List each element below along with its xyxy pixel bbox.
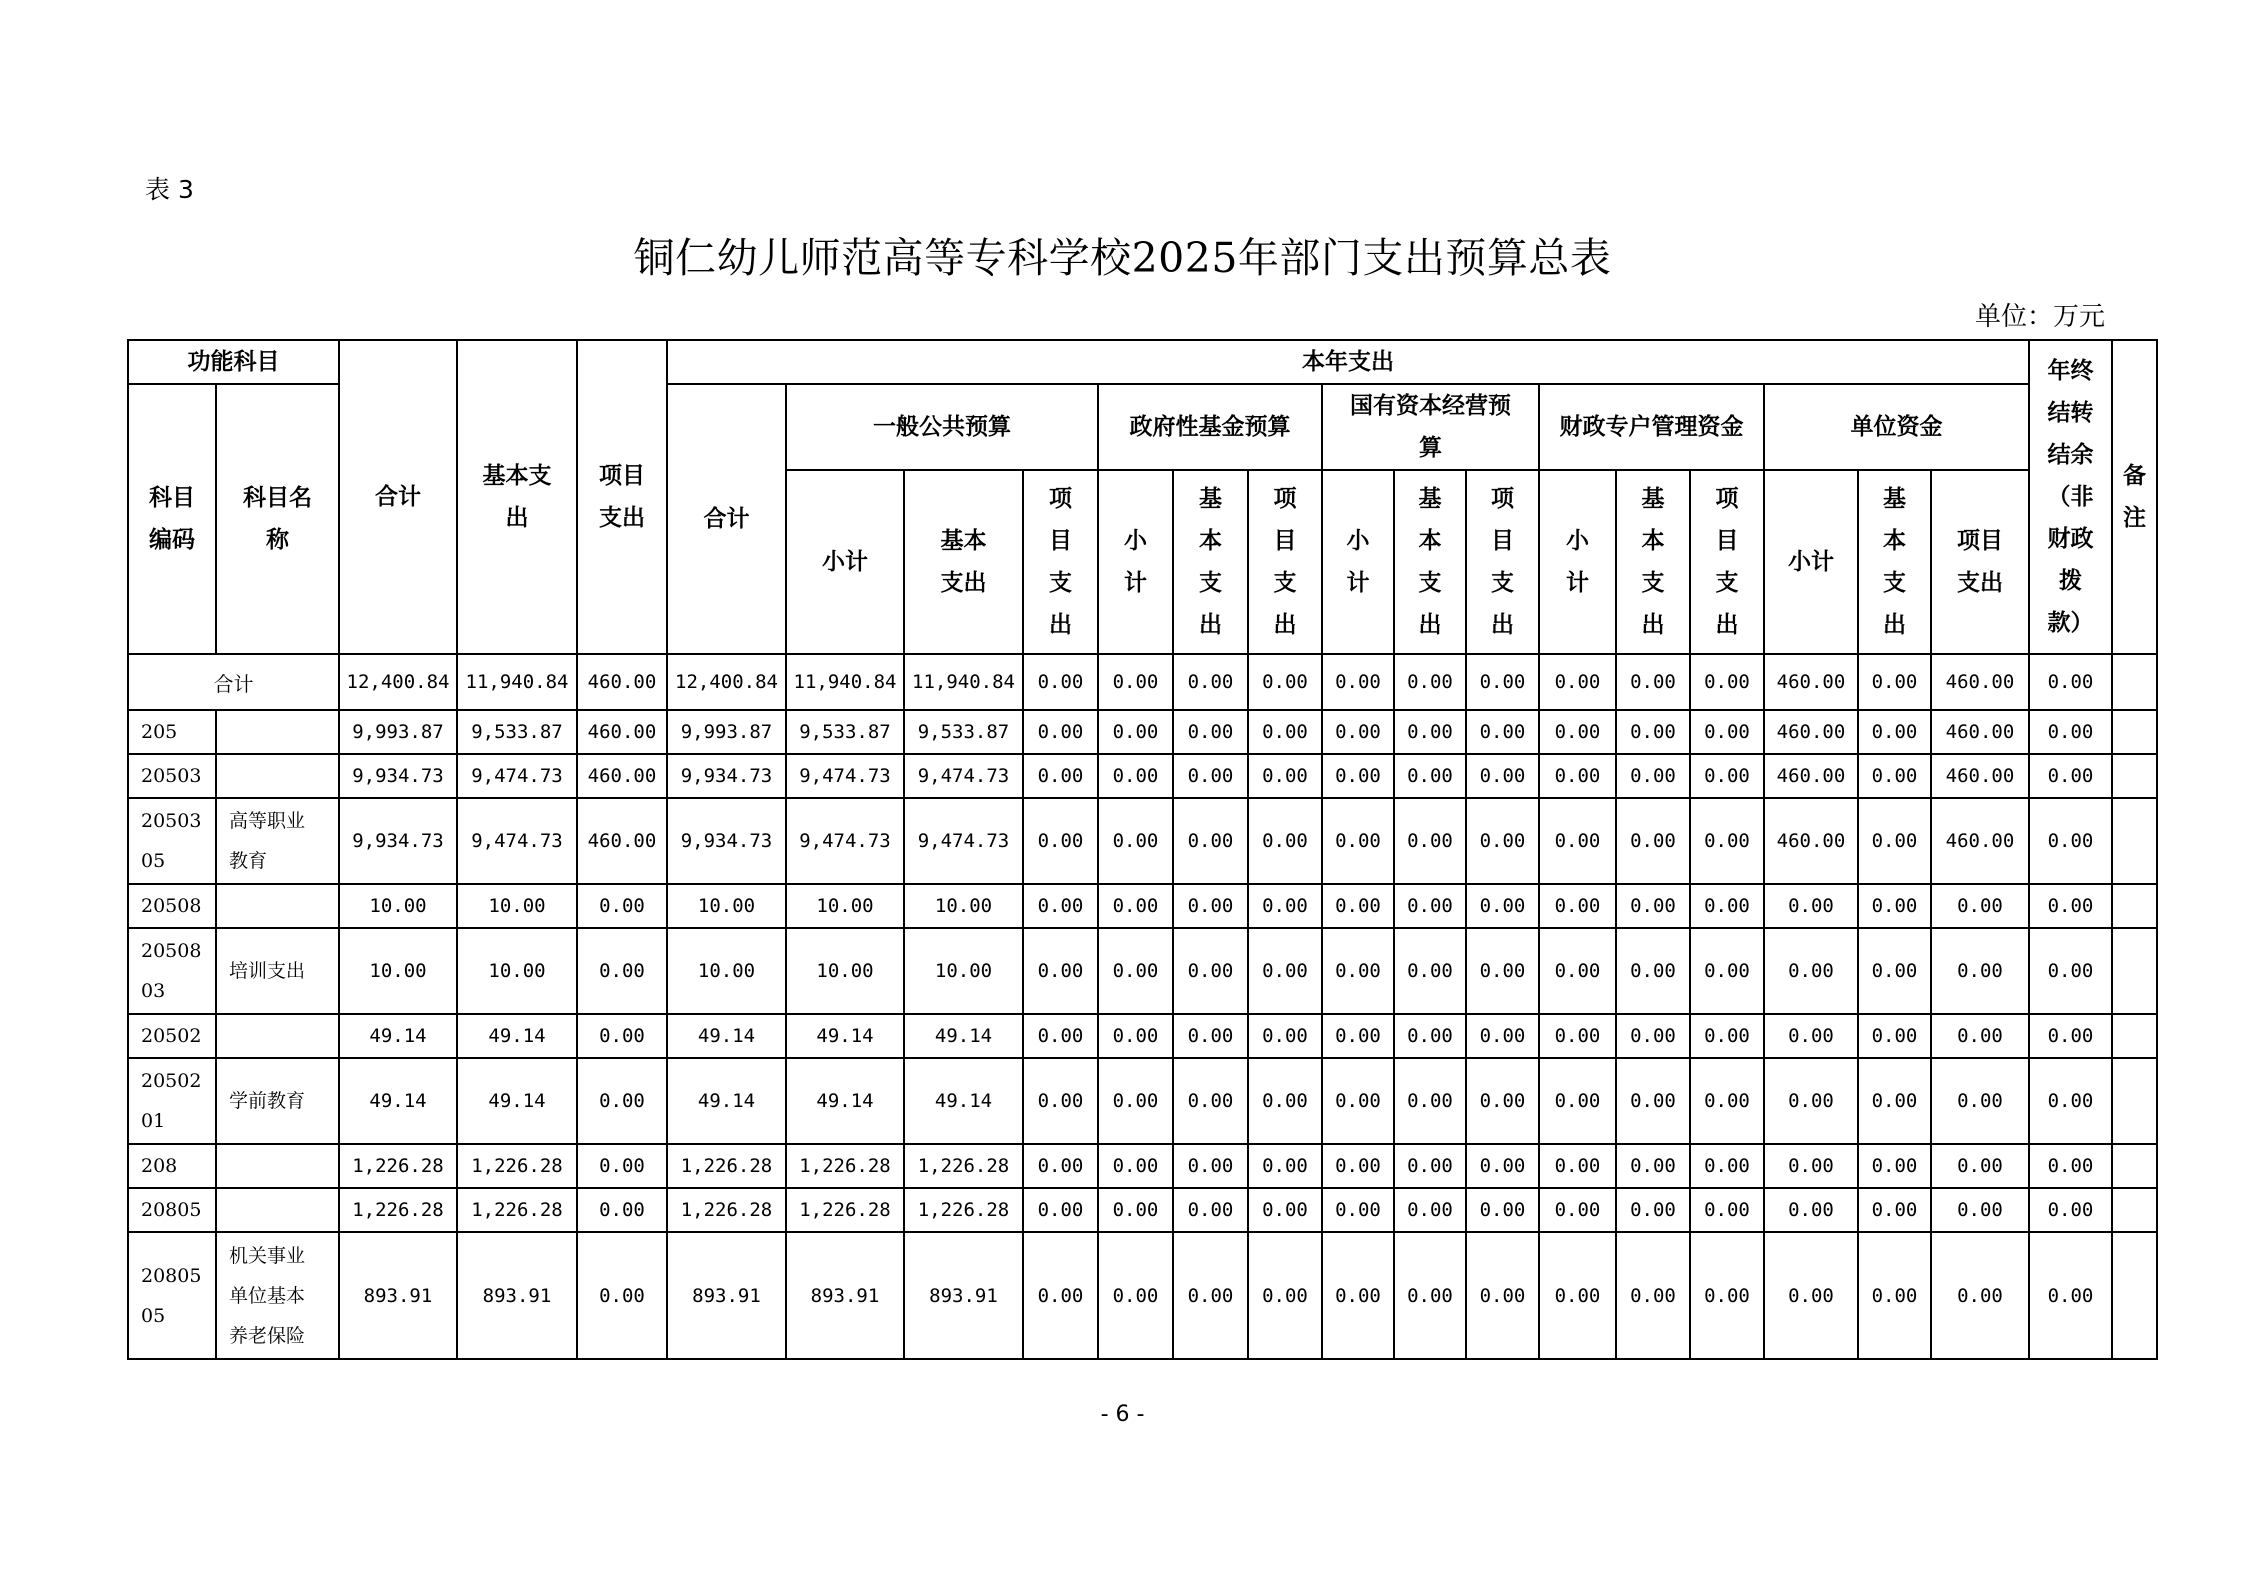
table-row (128, 1144, 2157, 1188)
table-cell (2112, 928, 2157, 1014)
table-cell (2112, 1232, 2157, 1359)
table-cell: 0.00 (2029, 928, 2112, 1014)
table-cell: 0.00 (1539, 1188, 1616, 1232)
table-cell: 460.00 (1764, 798, 1858, 884)
header-fsa-subtotal: 小 计 (1539, 470, 1616, 654)
table-cell: 0.00 (1539, 1144, 1616, 1188)
table-row (128, 884, 2157, 928)
header-state-capital-budget: 国有资本经营预 算 (1322, 384, 1539, 470)
table-cell: 0.00 (1248, 1144, 1322, 1188)
table-cell: 0.00 (577, 1188, 667, 1232)
table-row (128, 1014, 2157, 1058)
table-cell: 0.00 (1466, 884, 1539, 928)
table-cell: 0.00 (1539, 1014, 1616, 1058)
table-cell: 0.00 (1322, 754, 1394, 798)
subject-code-cell: 20508 (128, 884, 216, 928)
table-cell: 0.00 (1616, 1188, 1690, 1232)
unit-label: 单位：万元 (1974, 302, 2105, 332)
table-cell: 0.00 (1173, 1058, 1248, 1144)
header-project-expense: 项目 支出 (577, 340, 667, 654)
table-cell: 0.00 (1394, 798, 1466, 884)
table-cell: 9,934.73 (667, 798, 786, 884)
table-cell: 10.00 (786, 884, 904, 928)
table-row (128, 710, 2157, 754)
table-cell: 0.00 (1173, 928, 1248, 1014)
table-cell: 0.00 (1023, 654, 1098, 710)
header-gfb-project: 项 目 支 出 (1248, 470, 1322, 654)
table-cell: 0.00 (1394, 1232, 1466, 1359)
table-cell: 0.00 (1248, 710, 1322, 754)
table-cell: 893.91 (786, 1232, 904, 1359)
table-cell: 0.00 (1098, 1232, 1173, 1359)
table-cell: 0.00 (1539, 654, 1616, 710)
table-cell: 49.14 (339, 1014, 457, 1058)
table-cell: 0.00 (1023, 1058, 1098, 1144)
table-cell: 0.00 (1858, 754, 1931, 798)
table-cell: 0.00 (1394, 710, 1466, 754)
table-cell: 1,226.28 (786, 1144, 904, 1188)
table-cell: 0.00 (1098, 884, 1173, 928)
table-cell: 0.00 (1690, 654, 1764, 710)
table-cell: 0.00 (1466, 654, 1539, 710)
table-cell: 0.00 (1248, 654, 1322, 710)
table-cell: 0.00 (1173, 654, 1248, 710)
table-cell: 49.14 (667, 1058, 786, 1144)
table-cell: 0.00 (1690, 884, 1764, 928)
table-cell: 49.14 (339, 1058, 457, 1144)
table-cell: 9,533.87 (786, 710, 904, 754)
table-row-total (128, 654, 2157, 710)
table-cell: 0.00 (1539, 928, 1616, 1014)
header-gpb-subtotal: 小计 (786, 470, 904, 654)
table-cell: 49.14 (786, 1014, 904, 1058)
header-fsa-project: 项 目 支 出 (1690, 470, 1764, 654)
table-row (128, 928, 2157, 1014)
table-cell: 12,400.84 (339, 654, 457, 710)
table-cell: 0.00 (2029, 1014, 2112, 1058)
table-cell: 0.00 (1466, 1188, 1539, 1232)
table-cell: 0.00 (1023, 754, 1098, 798)
table-cell (2112, 654, 2157, 710)
table-cell (2112, 1144, 2157, 1188)
table-cell: 1,226.28 (667, 1188, 786, 1232)
header-general-public-budget: 一般公共预算 (786, 384, 1098, 470)
subject-name-cell (216, 1014, 339, 1058)
table-cell: 0.00 (1690, 1058, 1764, 1144)
table-cell (2112, 884, 2157, 928)
table-cell: 49.14 (904, 1058, 1023, 1144)
table-cell: 0.00 (1931, 928, 2029, 1014)
table-cell: 0.00 (1173, 1188, 1248, 1232)
subject-code-cell: 20502 01 (128, 1058, 216, 1144)
table-cell: 0.00 (2029, 1188, 2112, 1232)
table-cell: 0.00 (2029, 754, 2112, 798)
table-cell: 0.00 (1616, 1058, 1690, 1144)
table-cell: 0.00 (1858, 1144, 1931, 1188)
total-row-label: 合计 (128, 654, 339, 710)
table-cell: 0.00 (1931, 1058, 2029, 1144)
table-row (128, 1058, 2157, 1144)
header-gpb-basic: 基本 支出 (904, 470, 1023, 654)
table-cell: 0.00 (1394, 884, 1466, 928)
subject-name-cell: 高等职业 教育 (216, 798, 339, 884)
table-cell: 1,226.28 (904, 1144, 1023, 1188)
table-cell: 0.00 (1098, 1058, 1173, 1144)
table-cell: 0.00 (577, 1144, 667, 1188)
table-cell: 49.14 (667, 1014, 786, 1058)
header-scb-project: 项 目 支 出 (1466, 470, 1539, 654)
table-cell: 0.00 (1248, 1014, 1322, 1058)
header-basic-expense: 基本支 出 (457, 340, 577, 654)
table-cell: 9,934.73 (667, 754, 786, 798)
header-current-total: 合计 (667, 384, 786, 654)
table-cell: 9,474.73 (786, 754, 904, 798)
table-cell: 0.00 (1023, 1144, 1098, 1188)
table-cell: 0.00 (1690, 798, 1764, 884)
table-cell (2112, 1188, 2157, 1232)
table-cell: 0.00 (1764, 1188, 1858, 1232)
header-uf-project: 项目 支出 (1931, 470, 2029, 654)
table-cell: 0.00 (1322, 884, 1394, 928)
table-cell: 0.00 (1539, 884, 1616, 928)
table-cell: 0.00 (1322, 1144, 1394, 1188)
header-current-year-expense: 本年支出 (667, 340, 2029, 384)
table-cell: 0.00 (1764, 1058, 1858, 1144)
subject-code-cell: 20503 05 (128, 798, 216, 884)
table-cell: 0.00 (1616, 1144, 1690, 1188)
table-cell: 0.00 (1248, 1232, 1322, 1359)
table-cell (2112, 798, 2157, 884)
table-cell: 9,533.87 (904, 710, 1023, 754)
table-cell: 0.00 (1858, 710, 1931, 754)
table-cell: 1,226.28 (904, 1188, 1023, 1232)
table-cell: 0.00 (1322, 710, 1394, 754)
table-cell: 0.00 (2029, 654, 2112, 710)
table-cell: 0.00 (1098, 798, 1173, 884)
table-cell: 460.00 (1764, 654, 1858, 710)
table-cell: 0.00 (1394, 1188, 1466, 1232)
table-cell: 1,226.28 (457, 1188, 577, 1232)
header-scb-subtotal: 小 计 (1322, 470, 1394, 654)
subject-code-cell: 20508 03 (128, 928, 216, 1014)
table-cell: 0.00 (1690, 1232, 1764, 1359)
table-cell: 893.91 (667, 1232, 786, 1359)
budget-table (127, 339, 2158, 1360)
subject-code-cell: 20805 (128, 1188, 216, 1232)
table-cell: 0.00 (577, 928, 667, 1014)
header-total: 合计 (339, 340, 457, 654)
table-cell: 0.00 (1322, 1058, 1394, 1144)
header-gov-fund-budget: 政府性基金预算 (1098, 384, 1322, 470)
table-cell: 0.00 (1931, 1014, 2029, 1058)
table-cell: 0.00 (1173, 798, 1248, 884)
table-cell: 460.00 (577, 754, 667, 798)
table-row (128, 754, 2157, 798)
table-cell: 0.00 (2029, 884, 2112, 928)
table-cell: 0.00 (1858, 1188, 1931, 1232)
table-cell: 0.00 (1394, 1144, 1466, 1188)
table-cell: 0.00 (1394, 1014, 1466, 1058)
table-cell: 0.00 (1466, 1144, 1539, 1188)
table-cell: 0.00 (1931, 1144, 2029, 1188)
table-cell: 0.00 (1616, 884, 1690, 928)
table-cell: 0.00 (1322, 798, 1394, 884)
table-cell: 11,940.84 (904, 654, 1023, 710)
table-cell: 0.00 (2029, 710, 2112, 754)
table-cell: 0.00 (1098, 654, 1173, 710)
table-cell: 0.00 (1931, 1232, 2029, 1359)
table-cell: 460.00 (577, 710, 667, 754)
table-cell: 0.00 (1023, 1232, 1098, 1359)
table-cell: 0.00 (1616, 654, 1690, 710)
table-cell: 460.00 (577, 798, 667, 884)
table-cell: 9,474.73 (457, 798, 577, 884)
table-row (128, 1232, 2157, 1359)
table-cell: 0.00 (1322, 1232, 1394, 1359)
header-remarks: 备 注 (2112, 340, 2157, 654)
table-cell: 10.00 (339, 884, 457, 928)
table-cell: 10.00 (786, 928, 904, 1014)
table-cell: 0.00 (1098, 710, 1173, 754)
table-cell: 0.00 (1098, 754, 1173, 798)
table-cell: 0.00 (1539, 710, 1616, 754)
table-cell: 49.14 (904, 1014, 1023, 1058)
table-cell: 0.00 (1539, 1058, 1616, 1144)
table-cell: 1,226.28 (457, 1144, 577, 1188)
table-cell: 0.00 (1023, 884, 1098, 928)
subject-name-cell (216, 1144, 339, 1188)
table-cell: 0.00 (1539, 1232, 1616, 1359)
table-cell: 0.00 (1690, 1144, 1764, 1188)
table-cell: 0.00 (1690, 710, 1764, 754)
table-cell: 0.00 (1764, 928, 1858, 1014)
table-cell: 0.00 (1023, 798, 1098, 884)
table-cell: 0.00 (1322, 928, 1394, 1014)
table-body (128, 654, 2157, 1359)
table-cell: 0.00 (1858, 1014, 1931, 1058)
subject-name-cell (216, 710, 339, 754)
table-row (128, 1188, 2157, 1232)
table-cell: 0.00 (2029, 1058, 2112, 1144)
table-cell: 460.00 (1931, 654, 2029, 710)
table-cell: 49.14 (457, 1058, 577, 1144)
table-cell: 11,940.84 (786, 654, 904, 710)
table-cell: 0.00 (1616, 928, 1690, 1014)
header-gfb-basic: 基 本 支 出 (1173, 470, 1248, 654)
table-cell: 0.00 (1690, 1188, 1764, 1232)
table-cell: 460.00 (1764, 710, 1858, 754)
table-label: 表 3 (145, 175, 194, 204)
table-cell: 0.00 (577, 1058, 667, 1144)
header-uf-subtotal: 小计 (1764, 470, 1858, 654)
table-cell: 0.00 (1690, 754, 1764, 798)
subject-name-cell (216, 1188, 339, 1232)
table-cell: 0.00 (1173, 710, 1248, 754)
table-cell: 0.00 (1616, 1014, 1690, 1058)
table-cell: 1,226.28 (786, 1188, 904, 1232)
header-fsa-basic: 基 本 支 出 (1616, 470, 1690, 654)
subject-code-cell: 20502 (128, 1014, 216, 1058)
header-subject-code: 科目 编码 (128, 384, 216, 654)
table-cell: 0.00 (1466, 798, 1539, 884)
subject-name-cell: 培训支出 (216, 928, 339, 1014)
table-cell: 10.00 (339, 928, 457, 1014)
table-cell: 0.00 (1764, 884, 1858, 928)
table-cell: 0.00 (1466, 928, 1539, 1014)
table-cell: 0.00 (1173, 884, 1248, 928)
table-cell: 0.00 (1394, 1058, 1466, 1144)
table-cell: 0.00 (1466, 754, 1539, 798)
table-cell: 0.00 (1858, 798, 1931, 884)
table-cell: 0.00 (1616, 710, 1690, 754)
table-cell: 0.00 (1616, 1232, 1690, 1359)
table-cell: 12,400.84 (667, 654, 786, 710)
table-cell: 893.91 (339, 1232, 457, 1359)
subject-code-cell: 205 (128, 710, 216, 754)
table-cell: 9,993.87 (339, 710, 457, 754)
table-cell: 0.00 (1539, 798, 1616, 884)
table-cell: 0.00 (1931, 1188, 2029, 1232)
table-cell: 0.00 (1023, 710, 1098, 754)
table-cell: 10.00 (904, 928, 1023, 1014)
table-cell: 11,940.84 (457, 654, 577, 710)
table-cell: 9,993.87 (667, 710, 786, 754)
table-cell: 0.00 (577, 1232, 667, 1359)
table-cell: 9,474.73 (904, 798, 1023, 884)
table-cell: 0.00 (2029, 1144, 2112, 1188)
table-cell: 0.00 (1764, 1144, 1858, 1188)
table-cell: 0.00 (577, 884, 667, 928)
table-cell: 10.00 (667, 928, 786, 1014)
table-cell: 0.00 (1098, 1014, 1173, 1058)
table-cell: 1,226.28 (339, 1144, 457, 1188)
table-cell: 460.00 (1931, 754, 2029, 798)
header-carryover: 年终 结转 结余 （非 财政 拨 款） (2029, 340, 2112, 654)
table-cell: 0.00 (1764, 1232, 1858, 1359)
table-cell: 0.00 (1173, 1144, 1248, 1188)
header-unit-funds: 单位资金 (1764, 384, 2029, 470)
table-cell: 9,934.73 (339, 798, 457, 884)
table-cell: 0.00 (1466, 1232, 1539, 1359)
table-cell: 0.00 (1858, 1232, 1931, 1359)
table-cell: 9,533.87 (457, 710, 577, 754)
table-cell: 0.00 (1466, 710, 1539, 754)
table-cell: 0.00 (1466, 1014, 1539, 1058)
subject-code-cell: 208 (128, 1144, 216, 1188)
table-cell (2112, 1014, 2157, 1058)
table-cell: 0.00 (1931, 884, 2029, 928)
table-cell: 893.91 (457, 1232, 577, 1359)
table-cell: 0.00 (1858, 1058, 1931, 1144)
table-cell: 0.00 (1098, 928, 1173, 1014)
table-cell: 893.91 (904, 1232, 1023, 1359)
document-title: 铜仁幼儿师范高等专科学校2025年部门支出预算总表 (633, 234, 1612, 282)
table-cell: 10.00 (457, 928, 577, 1014)
header-scb-basic: 基 本 支 出 (1394, 470, 1466, 654)
subject-name-cell (216, 884, 339, 928)
header-fiscal-special-account: 财政专户管理资金 (1539, 384, 1764, 470)
table-cell: 460.00 (1764, 754, 1858, 798)
table-cell: 1,226.28 (667, 1144, 786, 1188)
table-cell: 0.00 (2029, 1232, 2112, 1359)
table-cell: 0.00 (1858, 884, 1931, 928)
table-cell: 0.00 (1248, 754, 1322, 798)
header-uf-basic: 基 本 支 出 (1858, 470, 1931, 654)
table-cell: 10.00 (667, 884, 786, 928)
table-cell: 0.00 (1322, 654, 1394, 710)
table-cell: 0.00 (1616, 798, 1690, 884)
table-cell: 0.00 (577, 1014, 667, 1058)
table-cell: 0.00 (1173, 754, 1248, 798)
table-cell: 0.00 (1690, 1014, 1764, 1058)
table-cell (2112, 710, 2157, 754)
table-cell: 0.00 (1858, 654, 1931, 710)
table-cell: 0.00 (1023, 1188, 1098, 1232)
table-cell (2112, 754, 2157, 798)
table-cell: 0.00 (2029, 798, 2112, 884)
table-cell: 0.00 (1616, 754, 1690, 798)
table-cell: 0.00 (1023, 1014, 1098, 1058)
table-cell: 0.00 (1098, 1144, 1173, 1188)
header-subject-name: 科目名 称 (216, 384, 339, 654)
table-cell (2112, 1058, 2157, 1144)
table-cell: 9,474.73 (904, 754, 1023, 798)
table-cell: 0.00 (1394, 928, 1466, 1014)
table-cell: 0.00 (1173, 1232, 1248, 1359)
table-cell: 49.14 (786, 1058, 904, 1144)
header-gpb-project: 项 目 支 出 (1023, 470, 1098, 654)
table-cell: 0.00 (1248, 884, 1322, 928)
header-function-subject: 功能科目 (128, 340, 339, 384)
table-row (128, 798, 2157, 884)
table-cell: 0.00 (1690, 928, 1764, 1014)
table-cell: 0.00 (1539, 754, 1616, 798)
table-cell: 0.00 (1394, 754, 1466, 798)
table-cell: 9,934.73 (339, 754, 457, 798)
page-number: - 6 - (1100, 1402, 1145, 1427)
table-cell: 460.00 (577, 654, 667, 710)
table-cell: 0.00 (1322, 1188, 1394, 1232)
table-cell: 49.14 (457, 1014, 577, 1058)
subject-code-cell: 20805 05 (128, 1232, 216, 1359)
subject-name-cell: 学前教育 (216, 1058, 339, 1144)
table-cell: 0.00 (1248, 928, 1322, 1014)
table-cell: 10.00 (457, 884, 577, 928)
subject-code-cell: 20503 (128, 754, 216, 798)
table-cell: 1,226.28 (339, 1188, 457, 1232)
table-cell: 9,474.73 (457, 754, 577, 798)
table-cell: 0.00 (1466, 1058, 1539, 1144)
table-cell: 0.00 (1322, 1014, 1394, 1058)
table-cell: 0.00 (1173, 1014, 1248, 1058)
table-cell: 0.00 (1764, 1014, 1858, 1058)
table-cell: 460.00 (1931, 710, 2029, 754)
table-cell: 10.00 (904, 884, 1023, 928)
table-cell: 0.00 (1248, 1188, 1322, 1232)
table-cell: 9,474.73 (786, 798, 904, 884)
header-gfb-subtotal: 小 计 (1098, 470, 1173, 654)
table-cell: 0.00 (1394, 654, 1466, 710)
table-cell: 0.00 (1248, 798, 1322, 884)
subject-name-cell: 机关事业 单位基本 养老保险 (216, 1232, 339, 1359)
subject-name-cell (216, 754, 339, 798)
table-cell: 0.00 (1098, 1188, 1173, 1232)
table-cell: 0.00 (1248, 1058, 1322, 1144)
table-cell: 460.00 (1931, 798, 2029, 884)
table-cell: 0.00 (1858, 928, 1931, 1014)
table-cell: 0.00 (1023, 928, 1098, 1014)
